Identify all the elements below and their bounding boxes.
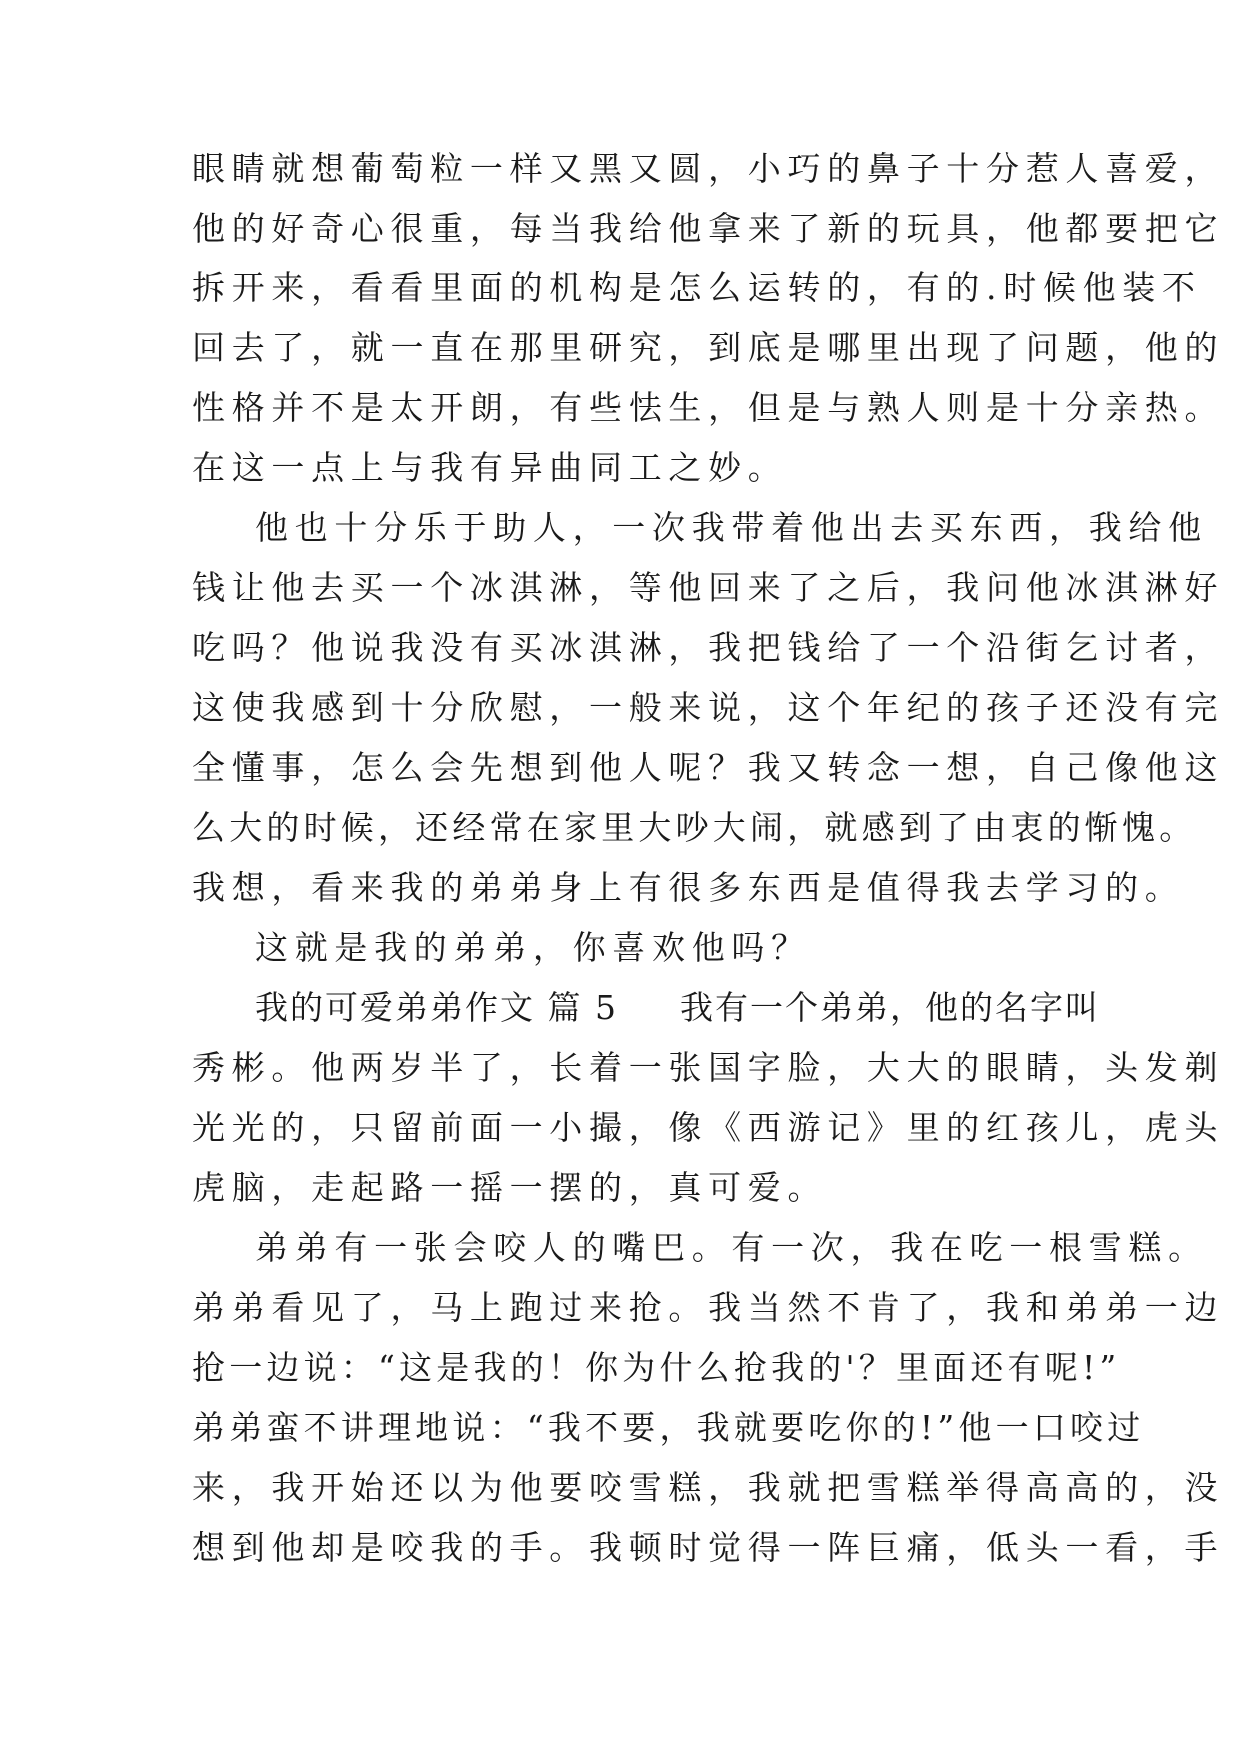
text-line: 弟弟看见了，马上跑过来抢。我当然不肯了，我和弟弟一边 — [192, 1288, 1225, 1327]
text-line: 弟弟蛮不讲理地说：“我不要，我就要吃你的!”他一口咬过 — [192, 1408, 1145, 1447]
text-line: 性格并不是太开朗，有些怯生，但是与熟人则是十分亲热。 — [192, 388, 1225, 427]
text-line: 拆开来，看看里面的机构是怎么运转的，有的.时候他装不 — [192, 268, 1202, 307]
essay-heading-line — [255, 988, 1100, 1028]
text-line: 我想，看来我的弟弟身上有很多东西是值得我去学习的。 — [192, 868, 1185, 907]
text-line: 来，我开始还以为他要咬雪糕，我就把雪糕举得高高的，没 — [192, 1468, 1225, 1507]
text-line: 想到他却是咬我的手。我顿时觉得一阵巨痛，低头一看，手 — [192, 1528, 1225, 1567]
essay-first-line: 我有一个弟弟，他的名字叫 — [679, 988, 1100, 1027]
text-line: 抢一边说：“这是我的！你为什么抢我的'？里面还有呢!” — [192, 1348, 1121, 1387]
text-line: 这使我感到十分欣慰，一般来说，这个年纪的孩子还没有完 — [192, 688, 1225, 727]
text-line: 全懂事，怎么会先想到他人呢？我又转念一想，自己像他这 — [192, 748, 1225, 787]
text-line: 在这一点上与我有异曲同工之妙。 — [192, 448, 788, 487]
text-line: 他的好奇心很重，每当我给他拿来了新的玩具，他都要把它 — [192, 209, 1225, 248]
essay-title: 我的可爱弟弟作文 篇 5 — [255, 988, 618, 1027]
text-line: 钱让他去买一个冰淇淋，等他回来了之后，我问他冰淇淋好 — [192, 568, 1225, 607]
text-line: 光光的，只留前面一小撮，像《西游记》里的红孩儿，虎头 — [192, 1108, 1225, 1147]
text-line: 他也十分乐于助人，一次我带着他出去买东西，我给他 — [255, 508, 1208, 547]
text-line: 秀彬。他两岁半了，长着一张国字脸，大大的眼睛，头发剃 — [192, 1048, 1225, 1087]
text-line: 弟弟有一张会咬人的嘴巴。有一次，我在吃一根雪糕。 — [255, 1228, 1208, 1267]
text-line: 这就是我的弟弟，你喜欢他吗？ — [255, 928, 811, 967]
text-line: 吃吗？他说我没有买冰淇淋，我把钱给了一个沿街乞讨者， — [192, 628, 1225, 667]
text-line: 虎脑，走起路一摇一摆的，真可爱。 — [192, 1168, 828, 1207]
text-line: 眼睛就想葡萄粒一样又黑又圆，小巧的鼻子十分惹人喜爱， — [192, 149, 1225, 188]
text-line: 回去了，就一直在那里研究，到底是哪里出现了问题，他的 — [192, 328, 1225, 367]
text-line: 么大的时候，还经常在家里大吵大闹，就感到了由衷的惭愧。 — [192, 808, 1197, 847]
